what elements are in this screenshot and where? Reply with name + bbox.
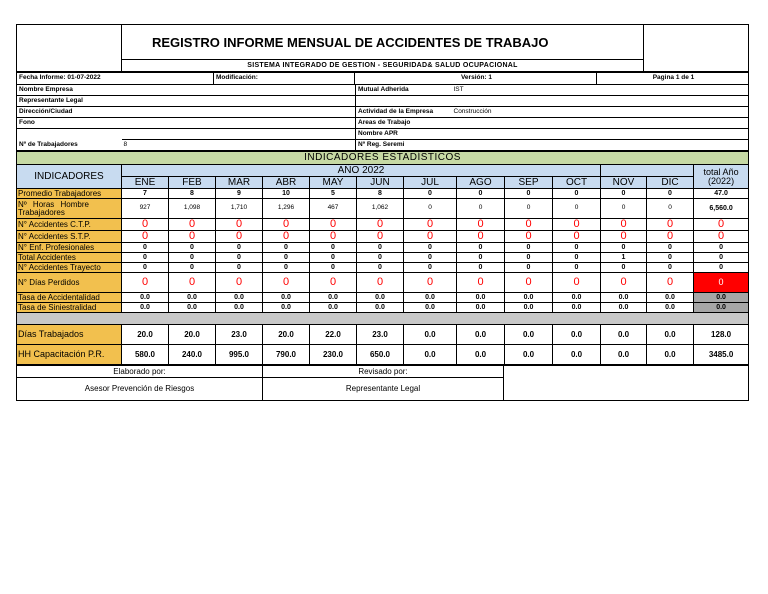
dias-value: 0.0 (457, 325, 505, 345)
indicator-value: 0 (404, 273, 457, 293)
indicator-value: 0.0 (404, 293, 457, 303)
indicator-value: 0 (404, 199, 457, 219)
indicator-value: 0.0 (601, 293, 647, 303)
indicator-value: 0 (357, 243, 404, 253)
month-ago: AGO (457, 177, 505, 189)
blank-left-value (122, 129, 356, 140)
indicator-value: 0 (457, 263, 505, 273)
extra-body (17, 325, 749, 365)
indicator-value: 1,296 (263, 199, 310, 219)
indicator-value: 0 (505, 253, 553, 263)
fono-label: Fono (17, 118, 122, 129)
indicator-value: 0 (169, 219, 216, 231)
indicator-value: 8 (169, 189, 216, 199)
indicator-value: 0 (647, 243, 694, 253)
apr-label: Nombre APR (356, 129, 452, 140)
indicator-value: 0 (601, 263, 647, 273)
section-title: INDICADORES ESTADÍSTICOS (17, 152, 749, 165)
hh-label: HH Capacitación P.R. (17, 345, 122, 365)
indicator-total: 6,560.0 (694, 199, 749, 219)
indicator-value: 0 (310, 243, 357, 253)
dias-value: 0.0 (601, 325, 647, 345)
indicator-value: 1,710 (216, 199, 263, 219)
elaborado-label: Elaborado por: (17, 366, 263, 378)
indicator-value: 0.0 (404, 303, 457, 313)
indicator-value: 0 (601, 273, 647, 293)
hh-value: 240.0 (169, 345, 216, 365)
indicator-value: 0.0 (357, 303, 404, 313)
year-label: AÑO 2022 (122, 165, 601, 177)
indicator-label: N° Enf. Profesionales (17, 243, 122, 253)
indicator-value: 0 (601, 231, 647, 243)
indicator-value: 0 (263, 243, 310, 253)
indicator-value: 0 (505, 273, 553, 293)
hh-value: 0.0 (647, 345, 694, 365)
separator-row (17, 313, 749, 325)
indicator-value: 0 (310, 219, 357, 231)
indicator-total: 0 (694, 231, 749, 243)
indicator-value: 0 (457, 253, 505, 263)
n-trabajadores-label: Nº de Trabajadores (19, 140, 78, 148)
indicator-value: 0 (357, 219, 404, 231)
indicator-value: 0 (216, 273, 263, 293)
indicator-value: 0.0 (505, 303, 553, 313)
dias-total: 128.0 (694, 325, 749, 345)
meta-table (16, 72, 749, 85)
indicator-value: 0 (216, 219, 263, 231)
indicator-value: 0 (647, 189, 694, 199)
month-may: MAY (310, 177, 357, 189)
apr-value (452, 129, 749, 140)
revisado-label: Revisado por: (263, 366, 504, 378)
indicator-total: 0 (694, 219, 749, 231)
indicator-value: 0 (553, 263, 601, 273)
indicator-value: 0 (404, 231, 457, 243)
indicator-value: 0 (601, 199, 647, 219)
indicator-value: 0 (647, 273, 694, 293)
hh-row (17, 345, 749, 365)
month-ene: ENE (122, 177, 169, 189)
indicator-value: 0 (647, 231, 694, 243)
indicator-value: 0 (169, 273, 216, 293)
indicator-value: 0.0 (457, 293, 505, 303)
mutual-value: IST (452, 85, 749, 96)
indicator-value: 0.0 (263, 293, 310, 303)
dias-value: 23.0 (357, 325, 404, 345)
dias-row (17, 325, 749, 345)
reg-value (452, 140, 749, 151)
indicator-value: 1 (601, 253, 647, 263)
indicator-value: 0.0 (310, 293, 357, 303)
month-sep: SEP (505, 177, 553, 189)
indicator-value: 0.0 (601, 303, 647, 313)
report-title: REGISTRO INFORME MENSUAL DE ACCIDENTES DE TRABAJO (122, 25, 644, 60)
indicators-table (16, 151, 749, 365)
indicator-value: 1,062 (357, 199, 404, 219)
indicator-value: 0.0 (216, 293, 263, 303)
indicator-value: 0 (647, 253, 694, 263)
total-header (694, 165, 749, 189)
indicator-row (17, 243, 749, 253)
indicator-value: 0 (505, 189, 553, 199)
indicator-value: 467 (310, 199, 357, 219)
dias-value: 20.0 (169, 325, 216, 345)
total-header-line2: (2022) (708, 175, 735, 186)
dias-value: 22.0 (310, 325, 357, 345)
indicator-value: 0 (357, 263, 404, 273)
hh-value: 0.0 (601, 345, 647, 365)
indicator-value: 0 (601, 243, 647, 253)
indicator-row (17, 293, 749, 303)
representante-value (122, 96, 356, 107)
modificacion: Modificación: (214, 73, 355, 85)
month-nov: NOV (601, 177, 647, 189)
indicator-value: 0 (404, 243, 457, 253)
dias-value: 0.0 (553, 325, 601, 345)
indicator-value: 0.0 (263, 303, 310, 313)
indicator-label: Tasa de Siniestralidad (17, 303, 122, 313)
month-feb: FEB (169, 177, 216, 189)
indicator-value: 0 (169, 253, 216, 263)
logo-cell (17, 25, 122, 72)
actividad-label: Actividad de la Empresa (356, 107, 452, 118)
indicator-value: 10 (263, 189, 310, 199)
indicators-body (17, 189, 749, 313)
indicator-label-line1: Nº Horas Hombre (18, 199, 89, 209)
indicator-value: 0.0 (169, 293, 216, 303)
direccion-label: Dirección/Ciudad (17, 107, 122, 118)
indicator-value: 0.0 (169, 303, 216, 313)
indicator-value: 0 (553, 189, 601, 199)
indicators-header: INDICADORES (17, 165, 122, 189)
indicator-value: 0 (647, 263, 694, 273)
month-oct: OCT (553, 177, 601, 189)
indicator-value: 0 (404, 263, 457, 273)
indicator-value: 0.0 (122, 303, 169, 313)
n-trabajadores-value: 8 (123, 140, 128, 148)
indicator-value: 0 (457, 243, 505, 253)
separator-cell (17, 313, 749, 325)
report-subtitle: SISTEMA INTEGRADO DE GESTION - SEGURIDAD& SALUD OCUPACIONAL (122, 60, 644, 72)
year-label-extra (601, 165, 694, 177)
indicator-value: 927 (122, 199, 169, 219)
indicator-value: 0 (553, 243, 601, 253)
representante-sig-label: Representante Legal (263, 378, 504, 401)
hh-value: 0.0 (505, 345, 553, 365)
dias-value: 20.0 (122, 325, 169, 345)
indicator-value: 0 (553, 219, 601, 231)
indicator-value: 0 (216, 263, 263, 273)
indicator-value: 0.0 (553, 293, 601, 303)
indicator-value: 0 (122, 253, 169, 263)
fecha-informe: Fecha Informe: 01-07-2022 (17, 73, 214, 85)
indicator-total: 0.0 (694, 293, 749, 303)
indicator-total: 0 (694, 263, 749, 273)
indicator-value: 0 (457, 231, 505, 243)
indicator-value: 0 (122, 219, 169, 231)
hh-value: 0.0 (404, 345, 457, 365)
indicator-value: 0 (216, 253, 263, 263)
areas-label: Areas de Trabajo (356, 118, 452, 129)
fono-value (122, 118, 356, 129)
dias-value: 20.0 (263, 325, 310, 345)
hh-value: 580.0 (122, 345, 169, 365)
indicator-label: N° Accidentes S.T.P. (17, 231, 122, 243)
indicator-value: 0.0 (310, 303, 357, 313)
indicator-label-line2: Trabajadores (18, 207, 65, 217)
indicator-value: 0 (169, 263, 216, 273)
indicator-value: 0 (263, 231, 310, 243)
indicator-value: 0 (357, 231, 404, 243)
month-abr: ABR (263, 177, 310, 189)
indicator-value: 0 (457, 219, 505, 231)
indicator-value: 0 (647, 199, 694, 219)
indicator-value: 0.0 (357, 293, 404, 303)
asesor-label: Asesor Prevención de Riesgos (17, 378, 263, 401)
indicator-value: 0.0 (122, 293, 169, 303)
indicator-value: 0 (310, 273, 357, 293)
reg-label: Nº Reg. Seremi (356, 140, 452, 151)
indicator-row (17, 303, 749, 313)
indicator-value: 0 (404, 189, 457, 199)
indicator-value: 0.0 (553, 303, 601, 313)
indicator-value: 0 (263, 263, 310, 273)
dias-value: 0.0 (647, 325, 694, 345)
indicator-value: 7 (122, 189, 169, 199)
indicator-label: Total Accidentes (17, 253, 122, 263)
dias-value: 0.0 (505, 325, 553, 345)
direccion-value (122, 107, 356, 118)
indicator-value: 0 (169, 231, 216, 243)
signature-blank (504, 366, 749, 401)
indicator-value: 0 (505, 231, 553, 243)
indicator-row (17, 199, 749, 219)
indicator-value: 0 (457, 189, 505, 199)
indicator-label: N° Días Perdidos (17, 273, 122, 293)
indicator-total: 0 (694, 273, 749, 293)
blank-left (17, 129, 122, 140)
indicator-value: 0 (122, 231, 169, 243)
indicator-value: 0 (505, 263, 553, 273)
indicator-value: 0 (553, 253, 601, 263)
indicator-total: 0 (694, 243, 749, 253)
blank-value-1 (452, 96, 749, 107)
indicator-value: 8 (357, 189, 404, 199)
version: Versión: 1 (355, 73, 597, 85)
indicator-label: Tasa de Accidentalidad (17, 293, 122, 303)
indicator-value: 0 (553, 231, 601, 243)
indicator-value: 0 (216, 231, 263, 243)
month-dic: DIC (647, 177, 694, 189)
indicator-value: 0 (404, 253, 457, 263)
indicator-value: 0 (601, 189, 647, 199)
indicator-label (17, 199, 122, 219)
indicator-label: N° Accidentes Trayecto (17, 263, 122, 273)
indicator-total: 0 (694, 253, 749, 263)
nombre-empresa-value (122, 85, 356, 96)
indicator-value: 0.0 (216, 303, 263, 313)
indicator-value: 0 (263, 253, 310, 263)
indicator-value: 0 (122, 273, 169, 293)
indicator-value: 0 (505, 243, 553, 253)
month-jun: JUN (357, 177, 404, 189)
indicator-value: 0 (553, 199, 601, 219)
indicator-value: 0 (647, 219, 694, 231)
hh-value: 230.0 (310, 345, 357, 365)
hh-value: 0.0 (553, 345, 601, 365)
indicator-value: 0 (263, 273, 310, 293)
header-table (16, 24, 749, 72)
logo-right-cell (644, 25, 749, 72)
indicator-row (17, 219, 749, 231)
indicator-value: 1,098 (169, 199, 216, 219)
indicator-label: Promedio Trabajadores (17, 189, 122, 199)
info-table (16, 85, 749, 151)
indicator-value: 0 (216, 243, 263, 253)
total-header-line1: total Año (703, 166, 739, 177)
hh-value: 0.0 (457, 345, 505, 365)
indicator-total: 0.0 (694, 303, 749, 313)
areas-value (452, 118, 749, 129)
month-jul: JUL (404, 177, 457, 189)
nombre-empresa-label: Nombre Empresa (17, 85, 122, 96)
indicator-value: 0 (263, 219, 310, 231)
indicator-value: 0 (601, 219, 647, 231)
indicator-value: 0 (310, 253, 357, 263)
hh-total: 3485.0 (694, 345, 749, 365)
indicator-value: 0 (404, 219, 457, 231)
indicator-total: 47.0 (694, 189, 749, 199)
actividad-value: Construcción (452, 107, 749, 118)
indicator-value: 0 (553, 273, 601, 293)
indicator-label: N° Accidentes C.T.P. (17, 219, 122, 231)
dias-value: 0.0 (404, 325, 457, 345)
indicator-row (17, 231, 749, 243)
indicator-value: 0 (357, 253, 404, 263)
indicator-row (17, 253, 749, 263)
indicator-value: 0 (169, 243, 216, 253)
mutual-label: Mutual Adherida (356, 85, 452, 96)
indicator-value: 0 (457, 273, 505, 293)
indicator-value: 0 (505, 219, 553, 231)
indicator-value: 9 (216, 189, 263, 199)
indicator-value: 0 (122, 263, 169, 273)
dias-label: Días Trabajados (17, 325, 122, 345)
hh-value: 995.0 (216, 345, 263, 365)
indicator-row (17, 273, 749, 293)
indicator-value: 0 (457, 199, 505, 219)
hh-value: 790.0 (263, 345, 310, 365)
report-sheet (16, 24, 748, 401)
indicator-value: 0 (310, 263, 357, 273)
indicator-row (17, 189, 749, 199)
indicator-value: 0 (122, 243, 169, 253)
indicator-value: 0.0 (457, 303, 505, 313)
dias-value: 23.0 (216, 325, 263, 345)
indicator-value: 0.0 (647, 303, 694, 313)
indicator-value: 0.0 (505, 293, 553, 303)
indicator-value: 5 (310, 189, 357, 199)
indicator-value: 0 (357, 273, 404, 293)
representante-label: Representante Legal (17, 96, 122, 107)
indicator-value: 0 (310, 231, 357, 243)
signature-table (16, 365, 749, 401)
month-row (17, 177, 749, 189)
hh-value: 650.0 (357, 345, 404, 365)
indicator-row (17, 263, 749, 273)
blank-label-1 (356, 96, 452, 107)
month-mar: MAR (216, 177, 263, 189)
pagina: Pagina 1 de 1 (597, 73, 749, 85)
indicator-value: 0.0 (647, 293, 694, 303)
indicator-value: 0 (505, 199, 553, 219)
